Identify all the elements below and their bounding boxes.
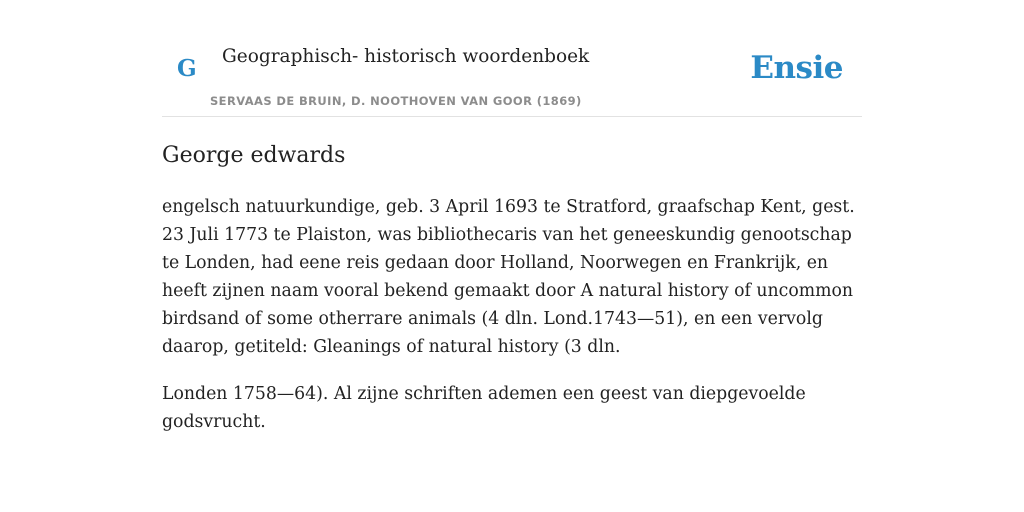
ensie-logo-link[interactable]: Ensie bbox=[750, 50, 843, 86]
entry-paragraph: Londen 1758—64). Al zijne schriften ademen een geest van diepgevoelde godsvrucht. bbox=[162, 384, 806, 432]
book-title-link[interactable]: Geographisch- historisch woordenboek bbox=[222, 46, 590, 67]
entry-paragraph: engelsch natuurkundige, geb. 3 April 1693 te Stratford, graafschap Kent, gest. 23 Juli 1773 te Plaiston, was bibliothecaris van het geneeskundig genootschap te Londen, had eene reis gedaan door Holland, Noorwegen en Frankrijk, en heeft zijnen naam vooral bekend gemaakt door A natural history of uncommon birdsand of some otherrare animals (4 dln. Lond.1743—51), en een vervolg daarop, getiteld: Gleanings of natural history (3 dln. bbox=[162, 197, 855, 357]
book-header bbox=[162, 0, 862, 117]
book-logo-letter[interactable]: G bbox=[177, 55, 197, 82]
entry-body bbox=[162, 193, 862, 436]
entry-title: George edwards bbox=[162, 143, 346, 168]
page-container bbox=[162, 0, 862, 455]
book-author: SERVAAS DE BRUIN, D. NOOTHOVEN VAN GOOR (1869) bbox=[210, 94, 582, 108]
